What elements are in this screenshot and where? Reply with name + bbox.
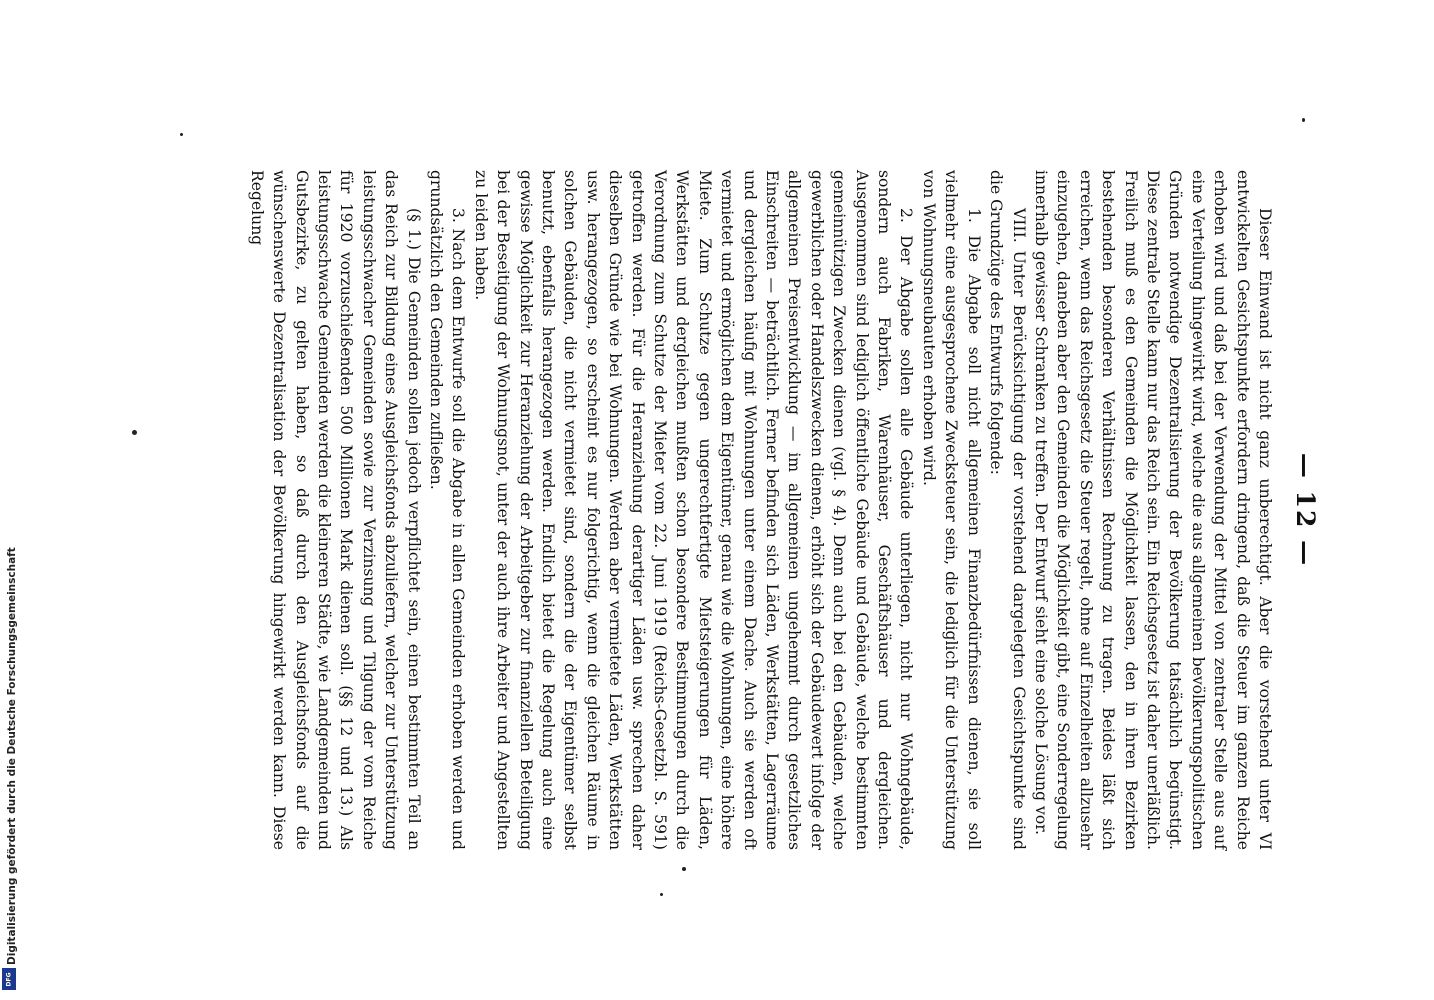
scan-speck: [682, 867, 686, 871]
scanned-page: [170, 170, 1320, 850]
dfg-logo: [2, 968, 16, 990]
scan-speck: [660, 893, 663, 896]
paragraph-point-2: 2. Der Abgabe sollen alle Gebäude unterliegen, nicht nur Wohngebäude, sondern auch Fabriken, Warenhäuser, Geschäftshäuser und dergleichen. Ausgenommen sind lediglich öffentliche Gebäude und Gebäude, welche bestimmten gemeinnützigen Zwecken dienen (vgl. § 4). Denn auch bei den Gebäuden, welche gewerblichen oder Handelszwecken dienen, erhöht sich der Gebäudewert infolge der allgemeinen Preisentwicklung — im allgemeinen ungehemmt durch gesetzliches Einschreiten — beträchtlich. Ferner befinden sich Läden, Werkstätten, Lagerräume und dergleichen häufig mit Wohnungen unter einem Dache. Auch sie werden oft vermietet und ermöglichen dem Eigentümer, genau wie die Wohnungen, eine höhere Miete. Zum Schutze gegen ungerechtfertigte Mietsteigerungen für Läden, Werkstätten und dergleichen mußten schon besondere Bestimmungen durch die Verordnung zum Schutze der Mieter vom 22. Juni 1919 (Reichs-Gesetzbl. S. 591) getroffen werden. Für die Heranziehung derartiger Läden usw. sprechen daher dieselben Gründe wie bei Wohnungen. Werden aber vermietete Läden, Werkstätten usw. herangezogen, so erscheint es nur folgerichtig, wenn die gleichen Räume in solchen Gebäuden, die nicht vermietet sind, sondern die der Eigentümer selbst benutzt, ebenfalls herangezogen werden. Endlich bietet die Regelung auch eine gewisse Möglichkeit zur Heranziehung der Arbeitgeber zur finanziellen Beteiligung bei der Beseitigung der Wohnungsnot, unter der auch ihre Arbeiter und Angestellten zu leiden haben.: [471, 170, 916, 850]
paragraph-objection: Dieser Einwand ist nicht ganz unberechtigt. Aber die vorstehend unter VI entwickelten Gesichtspunkte erfordern dringend, daß die Steuer im ganzen Reiche erhoben wird und daß bei der Verwendung der Mittel von zentraler Stelle aus auf eine Verteilung hingewirkt wird, welche die aus allgemeinen bevölkerungspolitischen Gründen notwendige Dezentralisierung der Bevölkerung tatsächlich begünstigt. Diese zentrale Stelle kann nur das Reich sein. Ein Reichsgesetz ist daher unerläßlich. Freilich muß es den Gemeinden die Möglichkeit lassen, den in ihren Bezirken bestehenden besonderen Verhältnissen Rechnung zu tragen. Beides läßt sich erreichen, wenn das Reichsgesetz die Steuer regelt, ohne auf Einzelheiten allzusehr einzugehen, daneben aber den Gemeinden die Möglichkeit gibt, eine Sonderregelung innerhalb gewisser Schranken zu treffen. Der Entwurf sieht eine solche Lösung vor.: [1031, 170, 1274, 850]
footer-strip: [0, 0, 28, 1000]
body-text: [245, 170, 1276, 850]
page-number: — 12 —: [1291, 452, 1320, 568]
funding-credit: Digitalisierung gefördert durch die Deutsche Forschungsgemeinschaft: [6, 547, 18, 965]
dfg-logo-text: DFG: [5, 971, 13, 987]
scan-speck: [132, 430, 137, 435]
scan-speck: [180, 133, 183, 136]
paragraph-section-viii: VIII. Unter Berücksichtigung der vorstehend dargelegten Gesichtspunkte sind die Grundzüge des Entwurfs folgende:: [987, 170, 1028, 850]
paragraph-point-1: 1. Die Abgabe soll nicht allgemeinen Finanzbedürfnissen dienen, sie soll vielmehr eine ausgesprochene Zwecksteuer sein, die lediglich für die Unterstützung von Wohnungsneubauten erhoben wird.: [919, 170, 983, 850]
scan-speck: [1302, 118, 1305, 122]
paragraph-point-3: 3. Nach dem Entwurfe soll die Abgabe in allen Gemeinden erhoben werden und grundsätzlich den Gemeinden zufließen.: [426, 170, 468, 850]
paragraph-section-1: (§ 1.) Die Gemeinden sollen jedoch verpflichtet sein, einen bestimmten Teil an das Reich zur Bildung eines Ausgleichsfonds abzuliefern, welcher zur Unterstützung leistungsschwacher Gemeinden sowie zur Verzinsung und Tilgung der vom Reiche für 1920 vorzuschießenden 500 Millionen Mark dienen soll. (§§ 12 und 13.) Als leistungsschwache Gemeinden werden die kleineren Städte, wie Landgemeinden und Gutsbezirke, zu gelten haben, so daß durch den Ausgleichsfonds auf die wünschenswerte Dezentralisation der Bevölkerung hingewirkt werden kann. Diese Regelung: [247, 170, 423, 850]
